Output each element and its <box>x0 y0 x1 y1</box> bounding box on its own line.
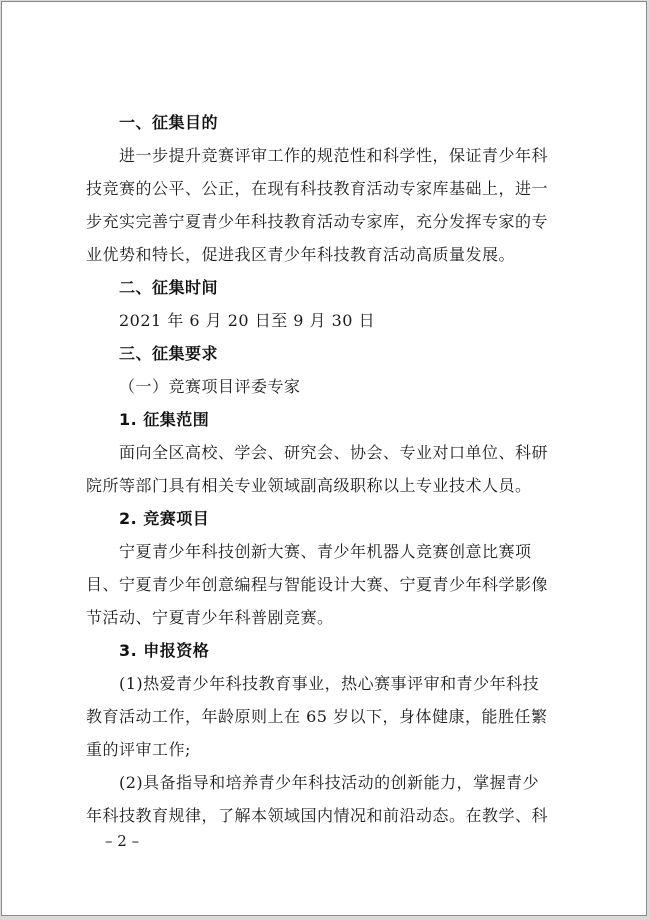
document-body <box>86 106 549 832</box>
paragraph-line: 目、宁夏青少年创意编程与智能设计大赛、宁夏青少年科学影像 <box>86 575 549 594</box>
paragraph-line: 年科技教育规律，了解本领域国内情况和前沿动态。在教学、科 <box>86 806 549 825</box>
section-heading: 3. 申报资格 <box>119 641 210 660</box>
paragraph-first-line: (1)热爱青少年科技教育事业，热心赛事评审和青少年科技 <box>119 674 540 693</box>
paragraph-first-line: 进一步提升竞赛评审工作的规范性和科学性，保证青少年科 <box>119 146 549 165</box>
paragraph-line: 技竞赛的公平、公正，在现有科技教育活动专家库基础上，进一 <box>86 179 549 198</box>
paragraph-first-line: 面向全区高校、学会、研究会、协会、专业对口单位、科研 <box>119 443 549 462</box>
section-heading: 三、征集要求 <box>119 344 219 363</box>
paragraph-line: 业优势和特长，促进我区青少年科技教育活动高质量发展。 <box>86 245 516 264</box>
paragraph-line: 步充实完善宁夏青少年科技教育活动专家库，充分发挥专家的专 <box>86 212 549 231</box>
paragraph-line: 节活动、宁夏青少年科普剧竞赛。 <box>86 608 334 627</box>
section-heading: 二、征集时间 <box>119 278 219 297</box>
paragraph-line: 教育活动工作，年龄原则上在 65 岁以下，身体健康，能胜任繁 <box>86 707 548 726</box>
page-number: – 2 – <box>105 832 140 850</box>
document-page <box>1 1 647 916</box>
paragraph-first-line: （一）竞赛项目评委专家 <box>119 377 301 396</box>
section-heading: 2. 竞赛项目 <box>119 509 210 528</box>
section-heading: 一、征集目的 <box>119 113 219 132</box>
paragraph-first-line: 宁夏青少年科技创新大赛、青少年机器人竞赛创意比赛项 <box>119 542 532 561</box>
paragraph-first-line: 2021 年 6 月 20 日至 9 月 30 日 <box>119 311 376 330</box>
paragraph-line: 重的评审工作; <box>86 740 191 759</box>
section-heading: 1. 征集范围 <box>119 410 210 429</box>
paragraph-first-line: (2)具备指导和培养青少年科技活动的创新能力，掌握青少 <box>119 773 540 792</box>
paragraph-line: 院所等部门具有相关专业领域副高级职称以上专业技术人员。 <box>86 476 532 495</box>
